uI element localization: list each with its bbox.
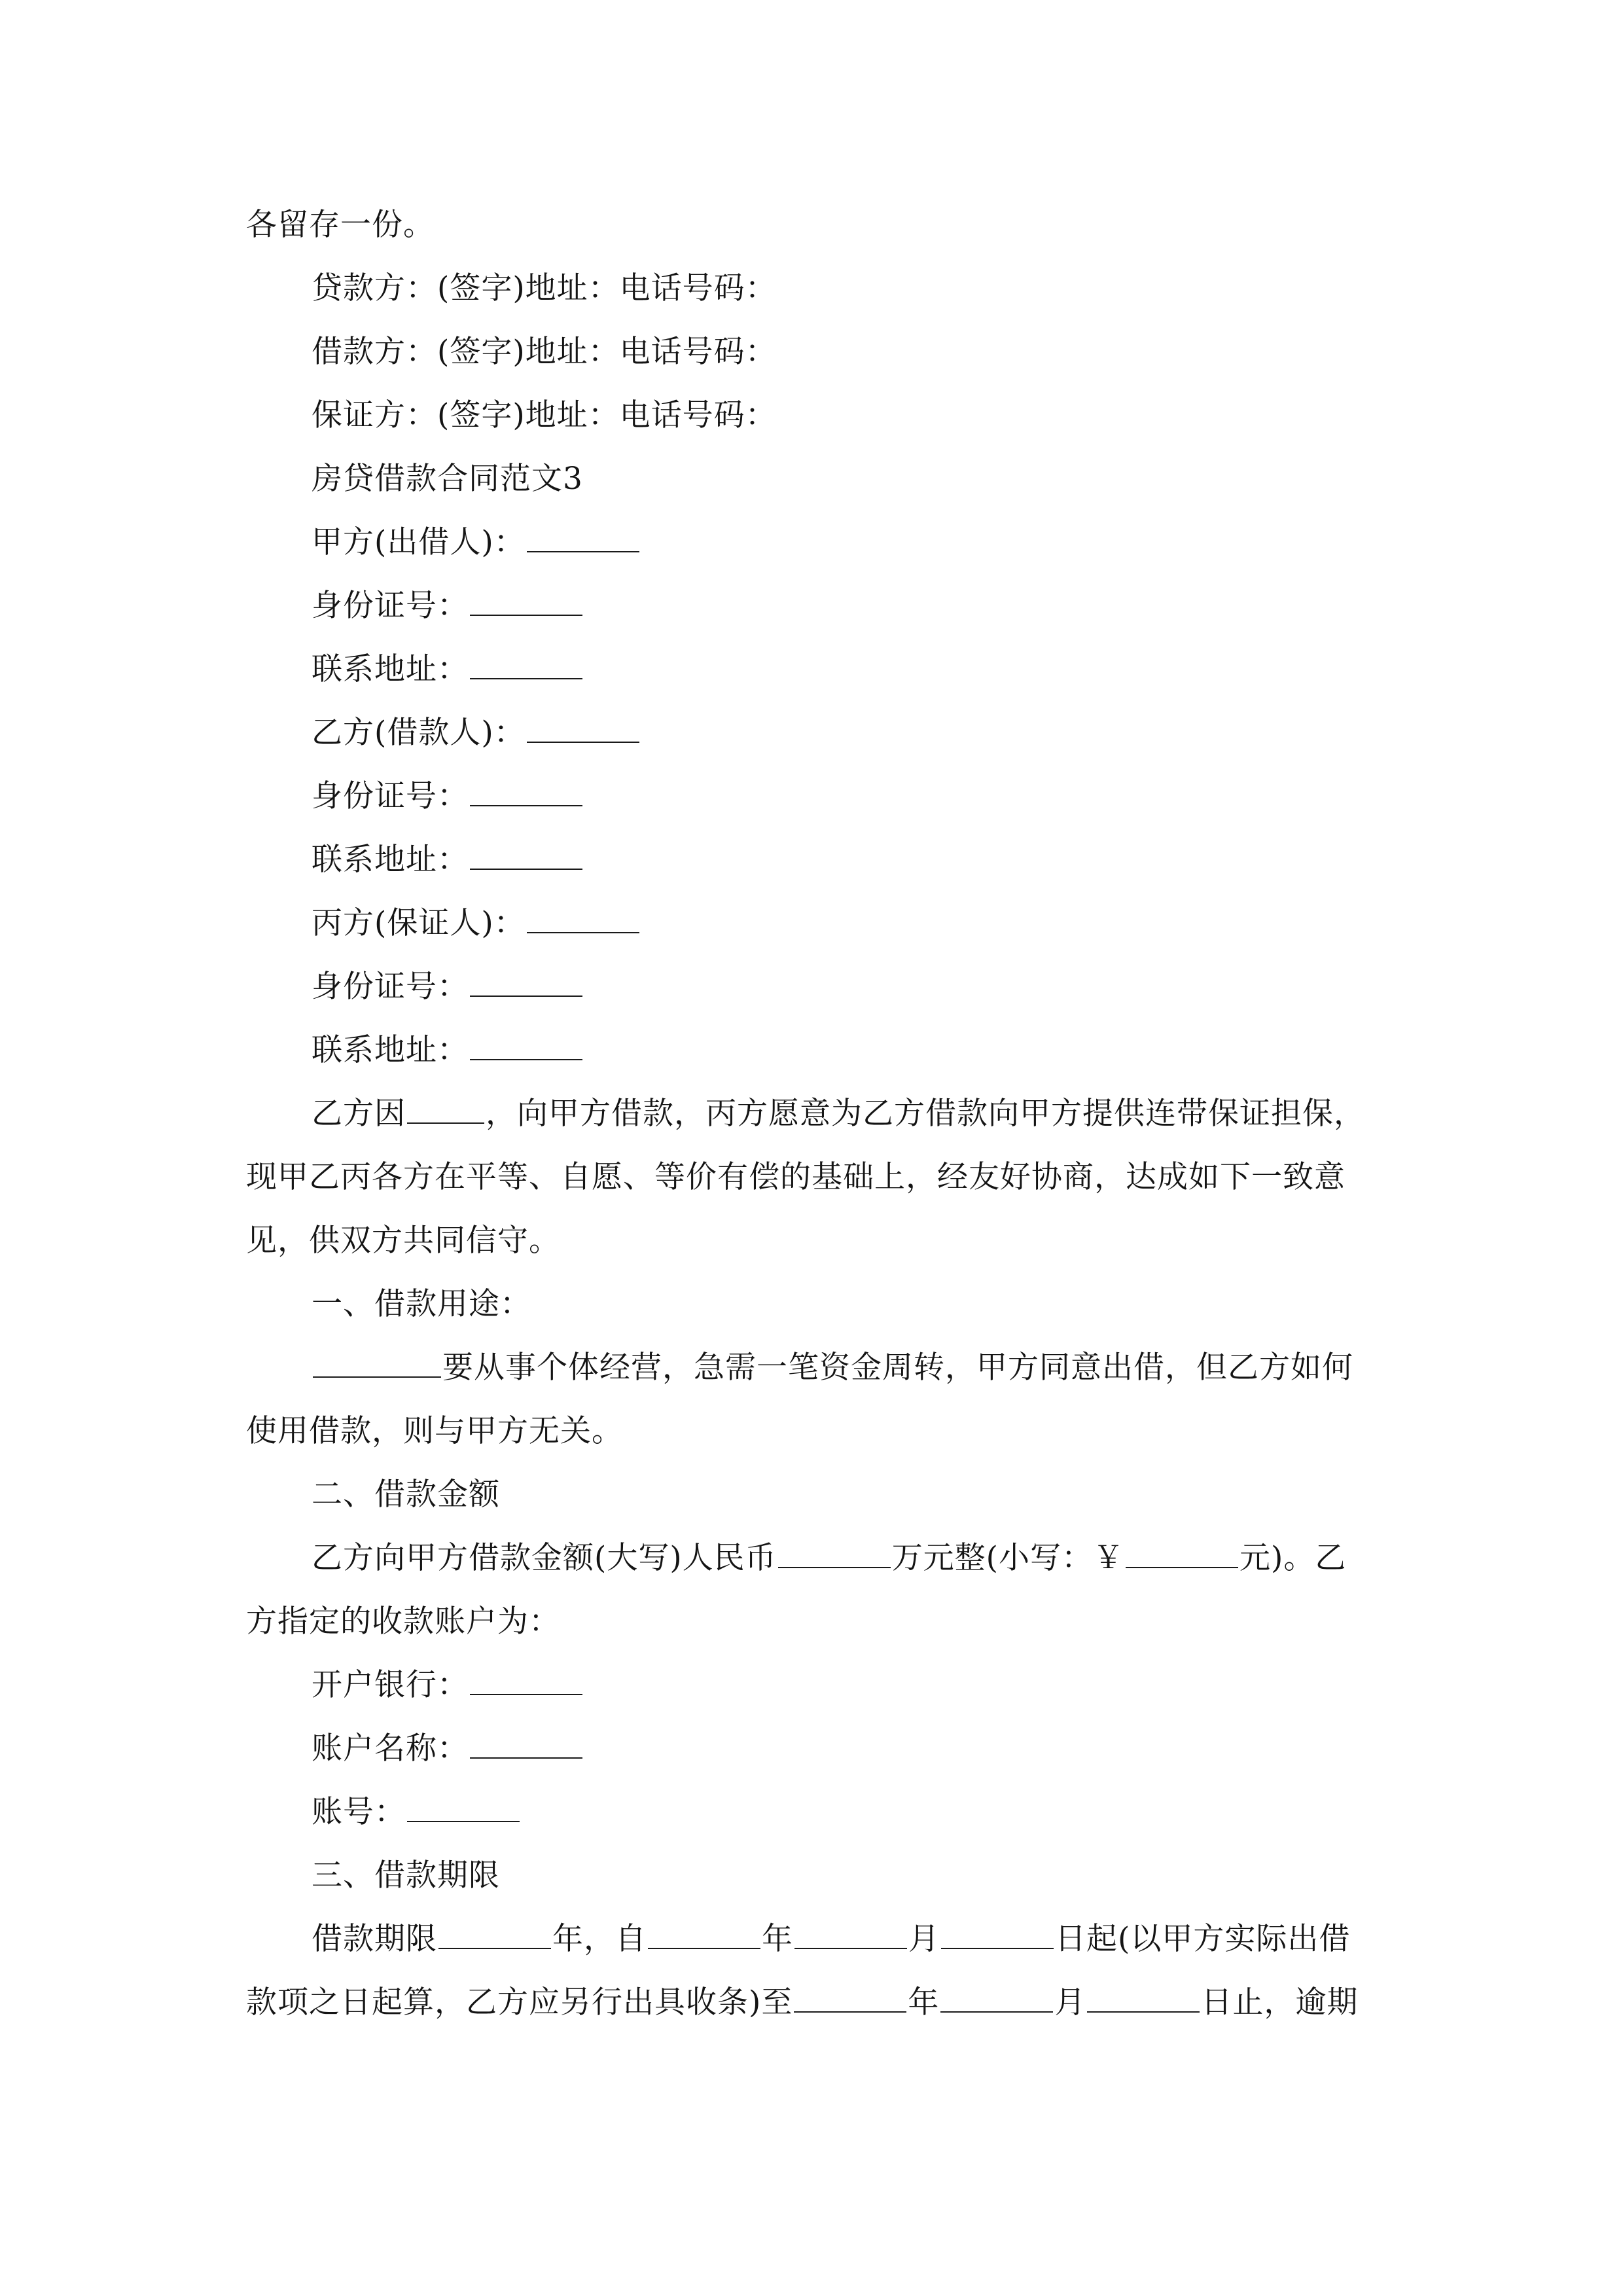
fill-blank [1126, 1542, 1238, 1568]
text: 年 [762, 1921, 793, 1957]
text: 保证方：(签字)地址：电话号码： [312, 397, 777, 433]
clause-2-line1 [246, 1526, 1380, 1590]
text: 月 [908, 1921, 940, 1957]
text: ，向甲方借款，丙方愿意为乙方借款向甲方提供连带保证担保， [486, 1096, 1365, 1132]
text: 各留存一份。 [246, 207, 435, 243]
text: 月 [1054, 1984, 1086, 2020]
text: 贷款方：(签字)地址：电话号码： [312, 270, 777, 306]
paragraph-intro-line3 [246, 1209, 1380, 1272]
text: 万元整(小写：￥ [891, 1540, 1125, 1576]
text: 使用借款，则与甲方无关。 [246, 1413, 623, 1449]
signature-lender [246, 257, 1380, 320]
bank-name [246, 1653, 1380, 1717]
signature-guarantor [246, 384, 1380, 447]
fill-blank [527, 907, 639, 933]
party-a-name [246, 511, 1380, 574]
fill-blank [941, 1923, 1054, 1949]
text: 借款方：(签字)地址：电话号码： [312, 334, 777, 370]
text: 乙方向甲方借款金额(大写)人民币 [312, 1540, 777, 1576]
fill-blank [470, 1732, 582, 1759]
fill-blank [527, 717, 639, 743]
fill-blank [470, 590, 582, 616]
label: 联系地址： [312, 842, 469, 878]
text: 年 [908, 1984, 940, 2020]
label: 身份证号： [312, 778, 469, 814]
fill-blank [470, 971, 582, 997]
text: 要从事个体经营，急需一笔资金周转，甲方同意出借，但乙方如何 [442, 1350, 1353, 1386]
fill-blank [470, 1034, 582, 1060]
clause-1-heading [246, 1272, 1380, 1336]
fill-blank [794, 1986, 906, 2013]
account-number [246, 1780, 1380, 1844]
label: 账号： [312, 1794, 406, 1830]
fill-blank [470, 780, 582, 806]
text: 方指定的收款账户为： [246, 1604, 560, 1640]
text: 年，自 [552, 1921, 647, 1957]
text: 三、借款期限 [312, 1857, 500, 1893]
text-line-copies [246, 193, 1380, 257]
clause-2-heading [246, 1463, 1380, 1526]
text: 元)。乙 [1240, 1540, 1347, 1576]
label: 身份证号： [312, 969, 469, 1005]
party-b-name [246, 701, 1380, 764]
clause-1-line2 [246, 1399, 1380, 1463]
clause-3-heading [246, 1844, 1380, 1907]
label: 联系地址： [312, 1032, 469, 1068]
clause-3-line2 [246, 1971, 1380, 2034]
clause-3-line1 [246, 1907, 1380, 1971]
text: 日止，逾期 [1201, 1984, 1359, 2020]
text: 日起(以甲方实际出借 [1055, 1921, 1351, 1957]
label: 乙方(借款人)： [312, 715, 526, 751]
paragraph-intro-line1 [246, 1082, 1380, 1145]
fill-blank [313, 1352, 441, 1378]
fill-blank [527, 526, 639, 552]
paragraph-intro-line2 [246, 1145, 1380, 1209]
text: 乙方因 [312, 1096, 406, 1132]
text: 见，供双方共同信守。 [246, 1223, 560, 1259]
document-page [246, 193, 1380, 2034]
party-c-id [246, 955, 1380, 1018]
party-c-name [246, 891, 1380, 955]
fill-blank [648, 1923, 760, 1949]
party-a-address [246, 637, 1380, 701]
fill-blank [1087, 1986, 1200, 2013]
fill-blank [407, 1796, 520, 1822]
fill-blank [407, 1098, 484, 1124]
text: 二、借款金额 [312, 1477, 500, 1513]
text: 款项之日起算，乙方应另行出具收条)至 [246, 1984, 793, 2020]
label: 联系地址： [312, 651, 469, 687]
label: 账户名称： [312, 1731, 469, 1767]
fill-blank [940, 1986, 1053, 2013]
account-name [246, 1717, 1380, 1780]
fill-blank [438, 1923, 551, 1949]
fill-blank [470, 653, 582, 679]
section-title [246, 447, 1380, 511]
clause-2-line2 [246, 1590, 1380, 1653]
party-a-id [246, 574, 1380, 637]
clause-1-line1 [246, 1336, 1380, 1399]
text: 一、借款用途： [312, 1286, 531, 1322]
label: 身份证号： [312, 588, 469, 624]
signature-borrower [246, 320, 1380, 384]
party-c-address [246, 1018, 1380, 1082]
label: 甲方(出借人)： [312, 524, 526, 560]
text: 借款期限 [312, 1921, 437, 1957]
fill-blank [794, 1923, 907, 1949]
label: 开户银行： [312, 1667, 469, 1703]
text: 房贷借款合同范文3 [312, 461, 583, 497]
label: 丙方(保证人)： [312, 905, 526, 941]
party-b-address [246, 828, 1380, 891]
text: 现甲乙丙各方在平等、自愿、等价有偿的基础上，经友好协商，达成如下一致意 [246, 1159, 1346, 1195]
fill-blank [470, 1669, 582, 1695]
fill-blank [778, 1542, 891, 1568]
party-b-id [246, 764, 1380, 828]
fill-blank [470, 844, 582, 870]
